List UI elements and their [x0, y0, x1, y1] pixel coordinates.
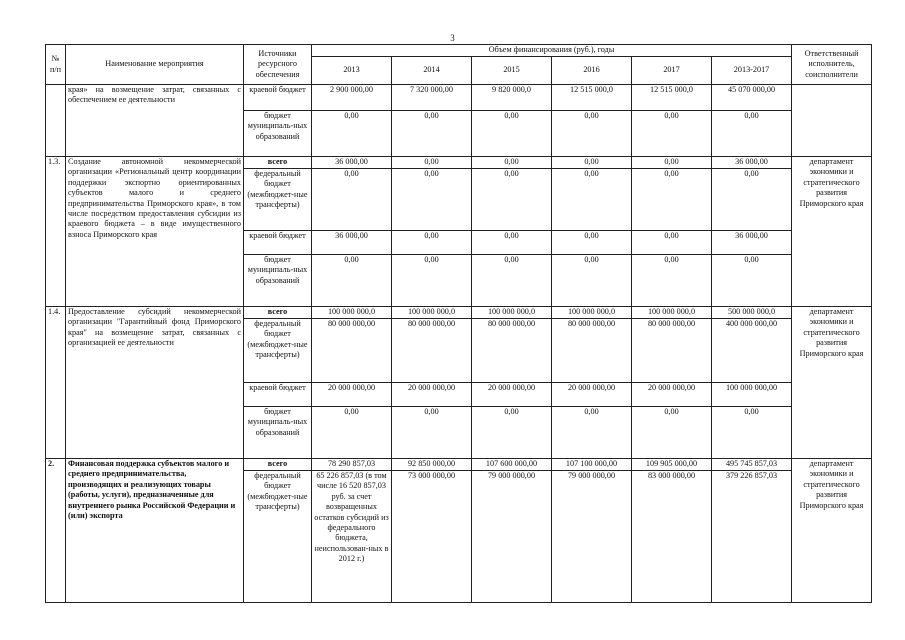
- value-cell: 45 070 000,00: [712, 85, 792, 111]
- header-no: № п/п: [46, 45, 66, 85]
- header-responsible: Ответственный исполнитель, соисполнители: [792, 45, 872, 85]
- header-year: 2013: [312, 57, 392, 85]
- value-cell: 0,00: [552, 157, 632, 169]
- source-cell: краевой бюджет: [244, 85, 312, 111]
- table-row: [46, 157, 872, 169]
- value-cell: 0,00: [632, 231, 712, 255]
- value-cell: 107 100 000,00: [552, 459, 632, 471]
- value-cell: 12 515 000,0: [632, 85, 712, 111]
- value-cell: 107 600 000,00: [472, 459, 552, 471]
- value-cell: 0,00: [312, 111, 392, 157]
- value-cell: 0,00: [312, 407, 392, 459]
- value-cell: 2 900 000,00: [312, 85, 392, 111]
- source-cell: бюджет муниципаль-ных образований: [244, 407, 312, 459]
- value-cell: 80 000 000,00: [312, 319, 392, 383]
- value-cell: 495 745 857,03: [712, 459, 792, 471]
- source-cell: краевой бюджет: [244, 231, 312, 255]
- header-year: 2014: [392, 57, 472, 85]
- value-cell: 0,00: [392, 111, 472, 157]
- value-cell: 20 000 000,00: [392, 383, 472, 407]
- value-cell: 0,00: [632, 407, 712, 459]
- value-cell: 0,00: [552, 111, 632, 157]
- value-cell: 0,00: [552, 231, 632, 255]
- value-cell: 0,00: [472, 157, 552, 169]
- value-cell: 100 000 000,0: [472, 307, 552, 319]
- value-cell: 36 000,00: [312, 157, 392, 169]
- value-cell: 0,00: [472, 231, 552, 255]
- value-cell: 20 000 000,00: [632, 383, 712, 407]
- value-cell: 0,00: [712, 407, 792, 459]
- value-cell: 0,00: [392, 169, 472, 231]
- value-cell: 79 000 000,00: [552, 471, 632, 603]
- responsible-cell: департамент экономики и стратегического развития Приморского края: [792, 459, 872, 603]
- value-cell: 0,00: [632, 169, 712, 231]
- value-cell: 0,00: [472, 255, 552, 307]
- value-cell: 0,00: [632, 157, 712, 169]
- value-cell: 79 000 000,00: [472, 471, 552, 603]
- value-cell: 400 000 000,00: [712, 319, 792, 383]
- value-cell: 92 850 000,00: [392, 459, 472, 471]
- value-cell: 0,00: [472, 169, 552, 231]
- value-cell: 0,00: [472, 407, 552, 459]
- value-cell: 0,00: [472, 111, 552, 157]
- source-cell: краевой бюджет: [244, 383, 312, 407]
- value-cell: 73 000 000,00: [392, 471, 472, 603]
- table-row: [46, 459, 872, 471]
- value-cell: 500 000 000,0: [712, 307, 792, 319]
- responsible-cell: департамент экономики и стратегического развития Приморского края: [792, 157, 872, 307]
- source-cell: всего: [244, 307, 312, 319]
- value-cell: 65 226 857,03 (в том числе 16 520 857,03 руб. за счет возвращенных остатков субсидий из федерального бюджета, неиспользован-ных в 2012 г.): [312, 471, 392, 603]
- value-cell: 0,00: [552, 169, 632, 231]
- value-cell: 0,00: [632, 255, 712, 307]
- value-cell: 0,00: [632, 111, 712, 157]
- header-sources: Источники ресурсного обеспечения: [244, 45, 312, 85]
- value-cell: 379 226 857,03: [712, 471, 792, 603]
- value-cell: 100 000 000,0: [632, 307, 712, 319]
- value-cell: 0,00: [312, 169, 392, 231]
- value-cell: 0,00: [392, 231, 472, 255]
- value-cell: 36 000,00: [712, 157, 792, 169]
- header-name: Наименование мероприятия: [66, 45, 244, 85]
- value-cell: 20 000 000,00: [312, 383, 392, 407]
- funding-table: [45, 44, 872, 603]
- responsible-cell: департамент экономики и стратегического развития Приморского края: [792, 307, 872, 459]
- value-cell: 0,00: [552, 407, 632, 459]
- source-cell: бюджет муниципаль-ных образований: [244, 111, 312, 157]
- value-cell: 12 515 000,0: [552, 85, 632, 111]
- value-cell: 80 000 000,00: [392, 319, 472, 383]
- page-number: 3: [450, 33, 455, 43]
- source-cell: федеральный бюджет (межбюджет-ные трансферты): [244, 319, 312, 383]
- source-cell: всего: [244, 157, 312, 169]
- value-cell: 83 000 000,00: [632, 471, 712, 603]
- value-cell: 109 905 000,00: [632, 459, 712, 471]
- source-cell: федеральный бюджет (межбюджет-ные трансферты): [244, 471, 312, 603]
- value-cell: 80 000 000,00: [552, 319, 632, 383]
- value-cell: 100 000 000,0: [312, 307, 392, 319]
- header-year: 2017: [632, 57, 712, 85]
- value-cell: 9 820 000,0: [472, 85, 552, 111]
- value-cell: 80 000 000,00: [632, 319, 712, 383]
- source-cell: федеральный бюджет (межбюджет-ные трансферты): [244, 169, 312, 231]
- header-year: 2013-2017: [712, 57, 792, 85]
- value-cell: 7 320 000,00: [392, 85, 472, 111]
- value-cell: 0,00: [392, 407, 472, 459]
- value-cell: 0,00: [712, 255, 792, 307]
- header-funding: Объем финансирования (руб.), годы: [312, 45, 792, 57]
- header-year: 2016: [552, 57, 632, 85]
- value-cell: 100 000 000,0: [552, 307, 632, 319]
- value-cell: 0,00: [392, 255, 472, 307]
- value-cell: 100 000 000,00: [712, 383, 792, 407]
- measure-name: Предоставление субсидий некоммерческой организации "Гарантийный фонд Приморского края" на возмещение затрат, связанных с организацией ее деятельности: [66, 307, 244, 459]
- source-cell: всего: [244, 459, 312, 471]
- measure-name: Создание автономной некоммерческой организации «Региональный центр координации поддержки экспортно ориентированных субъектов малого и среднего предпринимательства Приморского края», в том числе посредством предоставления субсидии из краевого бюджета – в виде имущественного взноса Приморского края: [66, 157, 244, 307]
- row-number: 1.4.: [46, 307, 66, 459]
- row-number: [46, 85, 66, 157]
- value-cell: 100 000 000,0: [392, 307, 472, 319]
- value-cell: 0,00: [712, 111, 792, 157]
- value-cell: 0,00: [312, 255, 392, 307]
- value-cell: 36 000,00: [312, 231, 392, 255]
- value-cell: 0,00: [552, 255, 632, 307]
- value-cell: 20 000 000,00: [552, 383, 632, 407]
- measure-name: края» на возмещение затрат, связанных с обеспечением ее деятельности: [66, 85, 244, 157]
- table-row: [46, 85, 872, 111]
- table-row: [46, 307, 872, 319]
- measure-name: Финансовая поддержка субъектов малого и среднего предпринимательства, производящих и реализующих товары (работы, услуги), предназначенные для внутреннего рынка Российской Федерации и (или) экспорта: [66, 459, 244, 603]
- value-cell: 78 290 857,03: [312, 459, 392, 471]
- value-cell: 20 000 000,00: [472, 383, 552, 407]
- value-cell: 80 000 000,00: [472, 319, 552, 383]
- value-cell: 0,00: [392, 157, 472, 169]
- header-year: 2015: [472, 57, 552, 85]
- row-number: 2.: [46, 459, 66, 603]
- value-cell: 0,00: [712, 169, 792, 231]
- source-cell: бюджет муниципаль-ных образований: [244, 255, 312, 307]
- row-number: 1.3.: [46, 157, 66, 307]
- value-cell: 36 000,00: [712, 231, 792, 255]
- responsible-cell: [792, 85, 872, 157]
